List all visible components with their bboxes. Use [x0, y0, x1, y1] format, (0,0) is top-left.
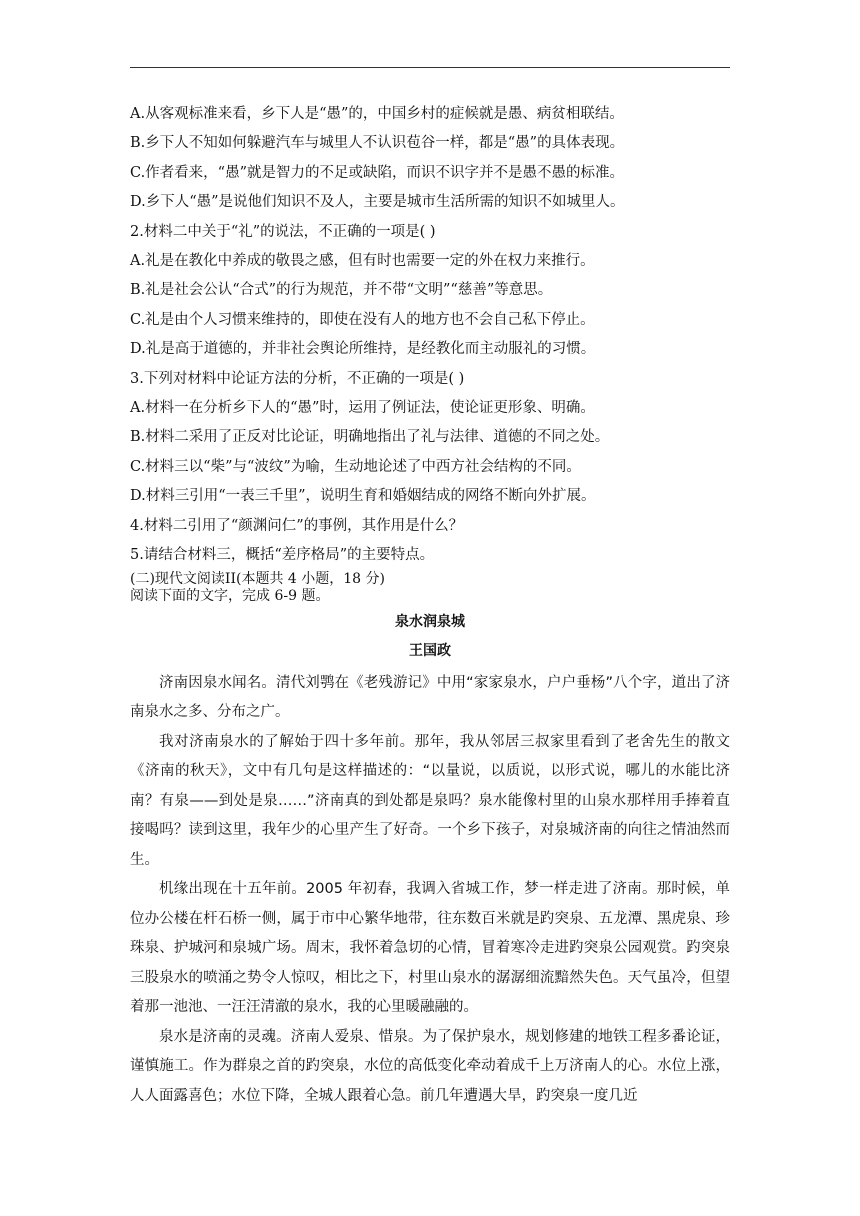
question-line: 5.请结合材料三，概括“差序格局”的主要特点。: [130, 547, 435, 564]
essay-paragraph: 济南因泉水闻名。清代刘鹗在《老残游记》中用“家家泉水，户户垂杨”八个字，道出了济南泉水之多、分布之广。: [130, 674, 730, 720]
question-line: C.作者看来，“愚”就是智力的不足或缺陷，而识不识字并不是愚不愚的标准。: [130, 164, 625, 181]
essay-body: [130, 669, 730, 1112]
essay-paragraph: 我对济南泉水的了解始于四十多年前。那年，我从邻居三叔家里看到了老舍先生的散文《济南的秋天》，文中有几句是这样描述的：“以量说，以质说，以形式说，哪儿的水能比济南？有泉——到处是泉……”济南真的到处都是泉吗？泉水能像村里的山泉水那样用手捧着直接喝吗？读到这里，我年少的心里产生了好奇。一个乡下孩子，对泉城济南的向往之情油然而生。: [130, 733, 730, 868]
essay-title: 泉水润泉城: [395, 613, 465, 630]
question-line: B.材料二采用了正反对比论证，明确地指出了礼与法律、道德的不同之处。: [130, 429, 610, 446]
question-list: [130, 100, 730, 571]
section-instruction: 阅读下面的文字，完成 6-9 题。: [130, 587, 330, 604]
question-line: C.材料三以“柴”与“波纹”为喻，生动地论述了中西方社会结构的不同。: [130, 458, 581, 475]
question-line: C.礼是由个人习惯来维持的，即使在没有人的地方也不会自己私下停止。: [130, 311, 595, 328]
essay-paragraph: 泉水是济南的灵魂。济南人爱泉、惜泉。为了保护泉水，规划修建的地铁工程多番论证，谨慎施工。作为群泉之首的趵突泉，水位的高低变化牵动着成千上万济南人的心。水位上涨，人人面露喜色；水位下降，全城人跟着心急。前几年遭遇大旱，趵突泉一度几近: [130, 1028, 730, 1104]
question-line: D.乡下人“愚”是说他们知识不及人，主要是城市生活所需的知识不如城里人。: [130, 194, 625, 211]
question-line: A.材料一在分析乡下人的“愚”时，运用了例证法，使论证更形象、明确。: [130, 400, 595, 417]
essay-author: 王国政: [409, 642, 451, 659]
question-line: D.材料三引用“一表三千里”，说明生育和婚姻结成的网络不断向外扩展。: [130, 488, 596, 505]
question-line: B.乡下人不知如何躲避汽车与城里人不认识苞谷一样，都是“愚”的具体表现。: [130, 135, 625, 152]
question-line: D.礼是高于道德的，并非社会舆论所维持，是经教化而主动服礼的习惯。: [130, 341, 596, 358]
question-line: 3.下列对材料中论证方法的分析，不正确的一项是( ): [130, 370, 465, 387]
question-line: B.礼是社会公认“合式”的行为规范，并不带“文明”“慈善”等意思。: [130, 282, 553, 299]
page-content: [130, 100, 730, 1111]
section-heading: (二)现代文阅读II(本题共 4 小题，18 分): [130, 570, 385, 587]
question-line: 2.材料二中关于“礼”的说法，不正确的一项是( ): [130, 223, 436, 240]
question-line: A.礼是在教化中养成的敬畏之感，但有时也需要一定的外在权力来推行。: [130, 253, 595, 270]
header-rule: [130, 67, 730, 68]
question-line: 4.材料二引用了“颜渊问仁”的事例，其作用是什么？: [130, 517, 464, 534]
essay-paragraph: 机缘出现在十五年前。2005 年初春，我调入省城工作，梦一样走进了济南。那时候，单位办公楼在杆石桥一侧，属于市中心繁华地带，往东数百米就是趵突泉、五龙潭、黑虎泉、珍珠泉、护城河和泉城广场。周末，我怀着急切的心情，冒着寒冷走进趵突泉公园观赏。趵突泉三股泉水的喷涌之势令人惊叹，相比之下，村里山泉水的潺潺细流黯然失色。天气虽冷，但望着那一池池、一汪汪清澈的泉水，我的心里暖融融的。: [130, 881, 730, 1015]
question-line: A.从客观标准来看，乡下人是“愚”的，中国乡村的症候就是愚、病贫相联结。: [130, 106, 624, 122]
